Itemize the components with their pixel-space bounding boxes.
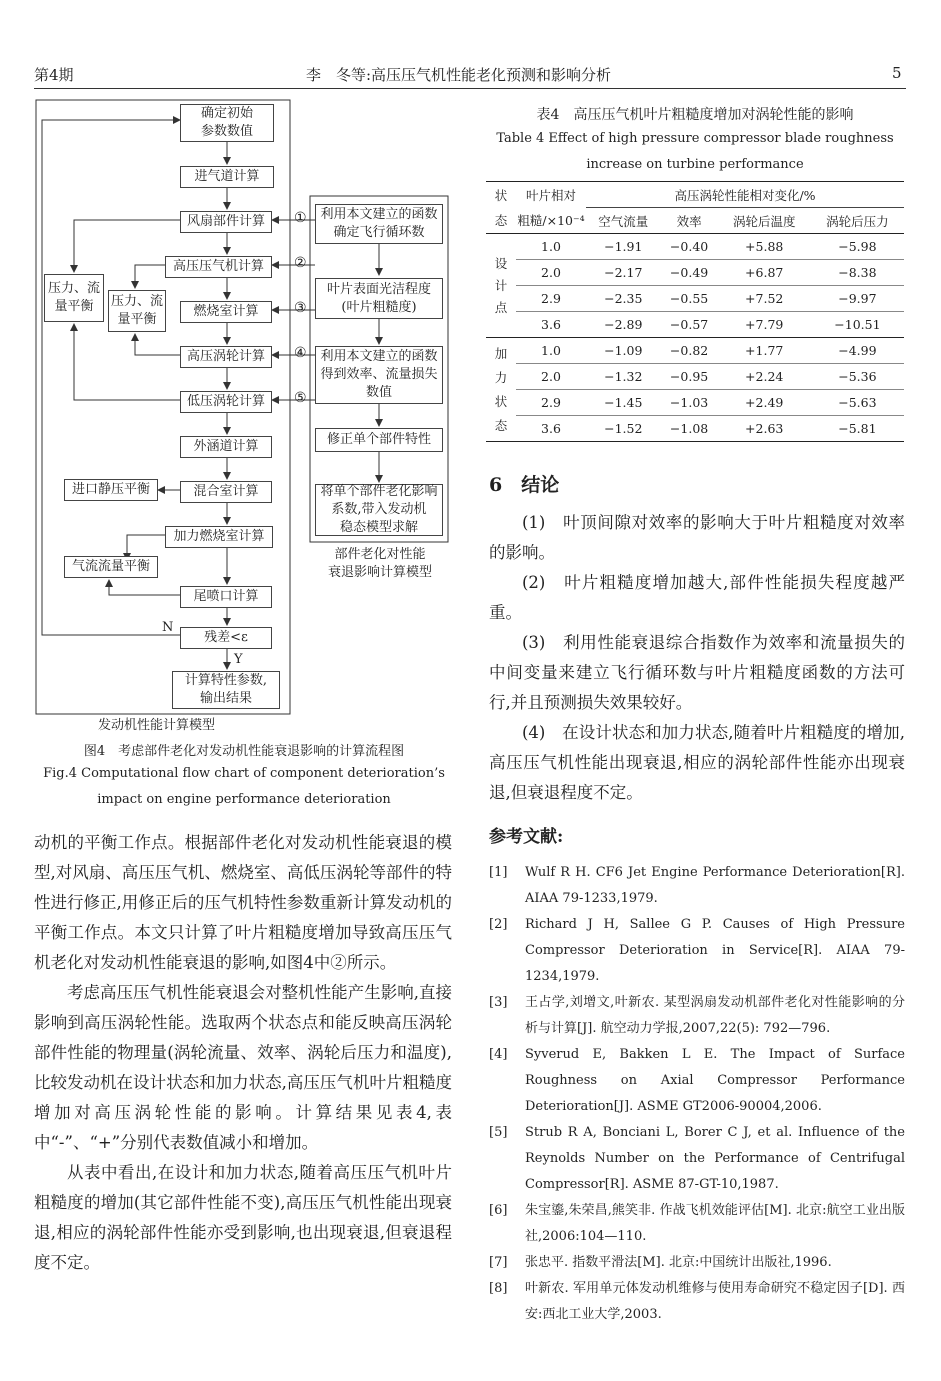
cell: −0.95	[669, 369, 709, 384]
cell: 2.0	[541, 265, 561, 280]
cell: −0.57	[669, 317, 709, 332]
table-title-cn: 表4 高压压气机叶片粗糙度增加对涡轮性能的影响	[536, 107, 854, 123]
box-mixer: 混合室计算	[180, 481, 272, 503]
no-label: N	[162, 620, 174, 635]
th-rough-2: 粗糙/×10⁻⁴	[517, 213, 585, 229]
box-fan: 风扇部件计算	[180, 211, 272, 233]
box-bypass: 外涵道计算	[180, 436, 272, 458]
reference-text: 张忠平. 指数平滑法[M]. 北京:中国统计出版社,1996.	[525, 1255, 832, 1270]
table-title-en-1: Table 4 Effect of high pressure compressor blade roughness	[496, 131, 894, 146]
cell: 2.9	[541, 291, 561, 306]
flowchart	[34, 98, 454, 733]
cell: −1.45	[604, 395, 643, 410]
state-design: 设 计 点	[494, 255, 508, 315]
box-initial-params: 确定初始 参数数值	[180, 104, 274, 142]
cell: +2.24	[745, 369, 784, 384]
th-state-2: 态	[494, 213, 508, 229]
reference-number: [2]	[489, 917, 508, 932]
table-4	[486, 181, 904, 442]
box-roughness: 叶片表面光洁程度 (叶片粗糙度)	[315, 278, 443, 319]
conclusion-item-1: (1) 叶顶间隙对效率的影响大于叶片粗糙度对效率的影响。	[489, 513, 905, 562]
cell: +7.79	[745, 317, 784, 332]
cell: +2.49	[745, 395, 784, 410]
table-row	[486, 260, 904, 286]
cell: −1.32	[604, 369, 643, 384]
reference-number: [1]	[489, 865, 508, 880]
cell: −0.55	[669, 291, 709, 306]
cell: +7.52	[745, 291, 784, 306]
figure-caption-cn: 图4 考虑部件老化对发动机性能衰退影响的计算流程图	[83, 744, 405, 759]
table-row	[486, 312, 904, 338]
reference-list	[489, 860, 905, 1328]
cell: 3.6	[541, 421, 561, 436]
reference-text: Richard J H, Sallee G P. Causes of High Pressure Compressor Deterioration in Service[R]. AIAA 79-1234,1979.	[525, 917, 905, 984]
cell: 1.0	[541, 343, 561, 358]
cell: −5.98	[838, 239, 877, 254]
reference-number: [6]	[489, 1203, 508, 1218]
box-airflow-balance: 气流流量平衡	[64, 556, 158, 578]
marker-1: ①	[294, 210, 307, 226]
conclusion-heading: 6 结论	[489, 474, 560, 496]
state-afterburn: 加 力 状 态	[494, 345, 508, 433]
cell: 1.0	[541, 239, 561, 254]
box-inlet-static-balance: 进口静压平衡	[64, 479, 158, 501]
conclusion-item-4: (4) 在设计状态和加力状态,随着叶片粗糙度的增加,高压压气机性能出现衰退,相应的涡轮部件性能亦出现衰退,但衰退程度不定。	[489, 723, 905, 802]
table-row	[486, 390, 904, 416]
afterburn-group	[486, 338, 904, 442]
reference-item	[489, 860, 905, 912]
th-group: 高压涡轮性能相对变化/%	[586, 182, 904, 208]
box-combustor: 燃烧室计算	[180, 301, 272, 323]
reference-item	[489, 1276, 905, 1328]
cell: −0.49	[669, 265, 709, 280]
cell: −0.40	[669, 239, 709, 254]
th-temp: 涡轮后温度	[732, 213, 796, 229]
th-state-1: 状	[494, 187, 508, 203]
box-modify-component: 修正单个部件特性	[315, 428, 443, 452]
table-title-en-2: increase on turbine performance	[586, 157, 804, 172]
reference-item	[489, 912, 905, 990]
conclusion-body	[489, 508, 905, 808]
cell: +2.63	[745, 421, 784, 436]
box-efficiency-loss: 利用本文建立的函数 得到效率、流量损失 数值	[315, 346, 443, 404]
design-group	[486, 234, 904, 338]
reference-text: Strub R A, Bonciani L, Borer C J, et al. Influence of the Reynolds Number on the Performance of Centrifugal Compressor[R]. ASME 87-GT-10,1987.	[525, 1125, 905, 1192]
table-row	[486, 416, 904, 442]
reference-number: [7]	[489, 1255, 508, 1270]
reference-text: Syverud E, Bakken L E. The Impact of Surface Roughness on Axial Compressor Performance Deterioration[J]. ASME GT2006-90004,2006.	[525, 1047, 905, 1114]
box-hpt: 高压涡轮计算	[180, 346, 272, 368]
cell: 2.0	[541, 369, 561, 384]
cell: 2.9	[541, 395, 561, 410]
cell: −10.51	[834, 317, 881, 332]
cell: +6.87	[745, 265, 784, 280]
th-efficiency: 效率	[676, 213, 702, 229]
table-row	[486, 234, 904, 260]
left-model-caption: 发动机性能计算模型	[98, 718, 216, 733]
table-row	[486, 338, 904, 364]
conclusion-item-3: (3) 利用性能衰退综合指数作为效率和流量损失的中间变量来建立飞行循环数与叶片粗糙度函数的方法可行,并且预测损失效果较好。	[489, 633, 905, 712]
cell: −1.08	[669, 421, 709, 436]
th-airflow: 空气流量	[598, 213, 649, 229]
paragraph-3: 从表中看出,在设计和加力状态,随着高压压气机叶片粗糙度的增加(其它部件性能不变),高压压气机性能出现衰退,相应的涡轮部件性能亦受到影响,也出现衰退,但衰退程度不定。	[34, 1163, 452, 1272]
paragraph-2: 考虑高压压气机性能衰退会对整机性能产生影响,直接影响到高压涡轮性能。选取两个状态点和能反映高压涡轮部件性能的物理量(涡轮流量、效率、涡轮后压力和温度),比较发动机在设计状态和加力状态,高压压气机叶片粗糙度增加对高压涡轮性能的影响。计算结果见表4,表中“-”、“+”分别代表数值减小和增加。	[34, 983, 452, 1152]
cell: +5.88	[745, 239, 784, 254]
reference-item	[489, 1042, 905, 1120]
box-afterburner: 加力燃烧室计算	[165, 526, 273, 548]
reference-text: 王占学,刘增文,叶新农. 某型涡扇发动机部件老化对性能影响的分析与计算[J]. 航空动力学报,2007,22(5): 792—796.	[525, 995, 905, 1036]
cell: −1.09	[604, 343, 643, 358]
cell: −2.89	[604, 317, 643, 332]
reference-item	[489, 1198, 905, 1250]
reference-item	[489, 1120, 905, 1198]
reference-text: 叶新农. 军用单元体发动机维修与使用寿命研究不稳定因子[D]. 西安:西北工业大学,2003.	[525, 1281, 905, 1322]
marker-3: ③	[294, 300, 307, 316]
reference-item	[489, 1250, 905, 1276]
reference-number: [8]	[489, 1281, 508, 1296]
reference-number: [4]	[489, 1047, 508, 1062]
cell: 3.6	[541, 317, 561, 332]
paragraph-1: 动机的平衡工作点。根据部件老化对发动机性能衰退的模型,对风扇、高压压气机、燃烧室、高低压涡轮等部件的特性进行修正,用修正后的压气机特性参数重新计算发动机的平衡工作点。本文只计算了叶片粗糙度增加导致高压压气机老化对发动机性能衰退的影响,如图4中②所示。	[34, 833, 452, 972]
cell: −1.91	[604, 239, 643, 254]
box-lpt: 低压涡轮计算	[180, 391, 272, 413]
cell: −2.17	[604, 265, 643, 280]
header-rule	[34, 88, 906, 89]
right-model-caption: 部件老化对性能 衰退影响计算模型	[327, 547, 432, 580]
box-solve-model: 将单个部件老化影响 系数,带入发动机 稳态模型求解	[315, 484, 443, 536]
cell: −4.99	[838, 343, 877, 358]
figure-caption-en-1: Fig.4 Computational flow chart of component deterioration’s	[43, 766, 445, 781]
conclusion-item-2: (2) 叶片粗糙度增加越大,部件性能损失程度越严重。	[489, 573, 905, 622]
cell: −5.81	[838, 421, 877, 436]
reference-text: 朱宝鎏,朱荣昌,熊笑非. 作战飞机效能评估[M]. 北京:航空工业出版社,2006:104—110.	[525, 1203, 905, 1244]
box-pressure-balance-inner: 压力、流 量平衡	[108, 290, 166, 332]
yes-label: Y	[234, 652, 243, 667]
cell: −9.97	[838, 291, 877, 306]
marker-4: ④	[294, 345, 307, 361]
reference-item	[489, 990, 905, 1042]
page-number: 5	[892, 64, 902, 82]
cell: −5.63	[838, 395, 877, 410]
figure-caption-en-2: impact on engine performance deterioration	[97, 792, 391, 807]
box-inlet: 进气道计算	[180, 166, 274, 188]
box-nozzle: 尾喷口计算	[180, 586, 272, 608]
table-row	[486, 364, 904, 390]
marker-2: ②	[294, 255, 307, 271]
box-hpc: 高压压气机计算	[165, 256, 272, 278]
cell: −1.52	[604, 421, 643, 436]
th-pressure: 涡轮后压力	[826, 213, 889, 229]
running-title: 李 冬等:高压压气机性能老化预测和影响分析	[306, 66, 612, 84]
cell: −5.36	[838, 369, 877, 384]
table-row	[486, 286, 904, 312]
references-heading: 参考文献:	[489, 827, 564, 847]
cell: −8.38	[838, 265, 877, 280]
reference-text: Wulf R H. CF6 Jet Engine Performance Deterioration[R]. AIAA 79-1233,1979.	[525, 865, 905, 906]
box-residual: 残差<ε	[180, 627, 272, 649]
cell: +1.77	[745, 343, 784, 358]
left-body-text	[34, 828, 452, 1278]
cell: −2.35	[604, 291, 643, 306]
th-rough-1: 叶片相对	[525, 187, 576, 203]
marker-5: ⑤	[294, 390, 307, 406]
reference-number: [3]	[489, 995, 508, 1010]
reference-number: [5]	[489, 1125, 508, 1140]
box-flight-cycles: 利用本文建立的函数 确定飞行循环数	[315, 204, 443, 244]
cell: −0.82	[669, 343, 709, 358]
box-output: 计算特性参数, 输出结果	[172, 671, 280, 709]
box-pressure-balance-outer: 压力、流 量平衡	[44, 274, 104, 322]
journal-issue: 第4期	[34, 66, 74, 84]
cell: −1.03	[669, 395, 709, 410]
